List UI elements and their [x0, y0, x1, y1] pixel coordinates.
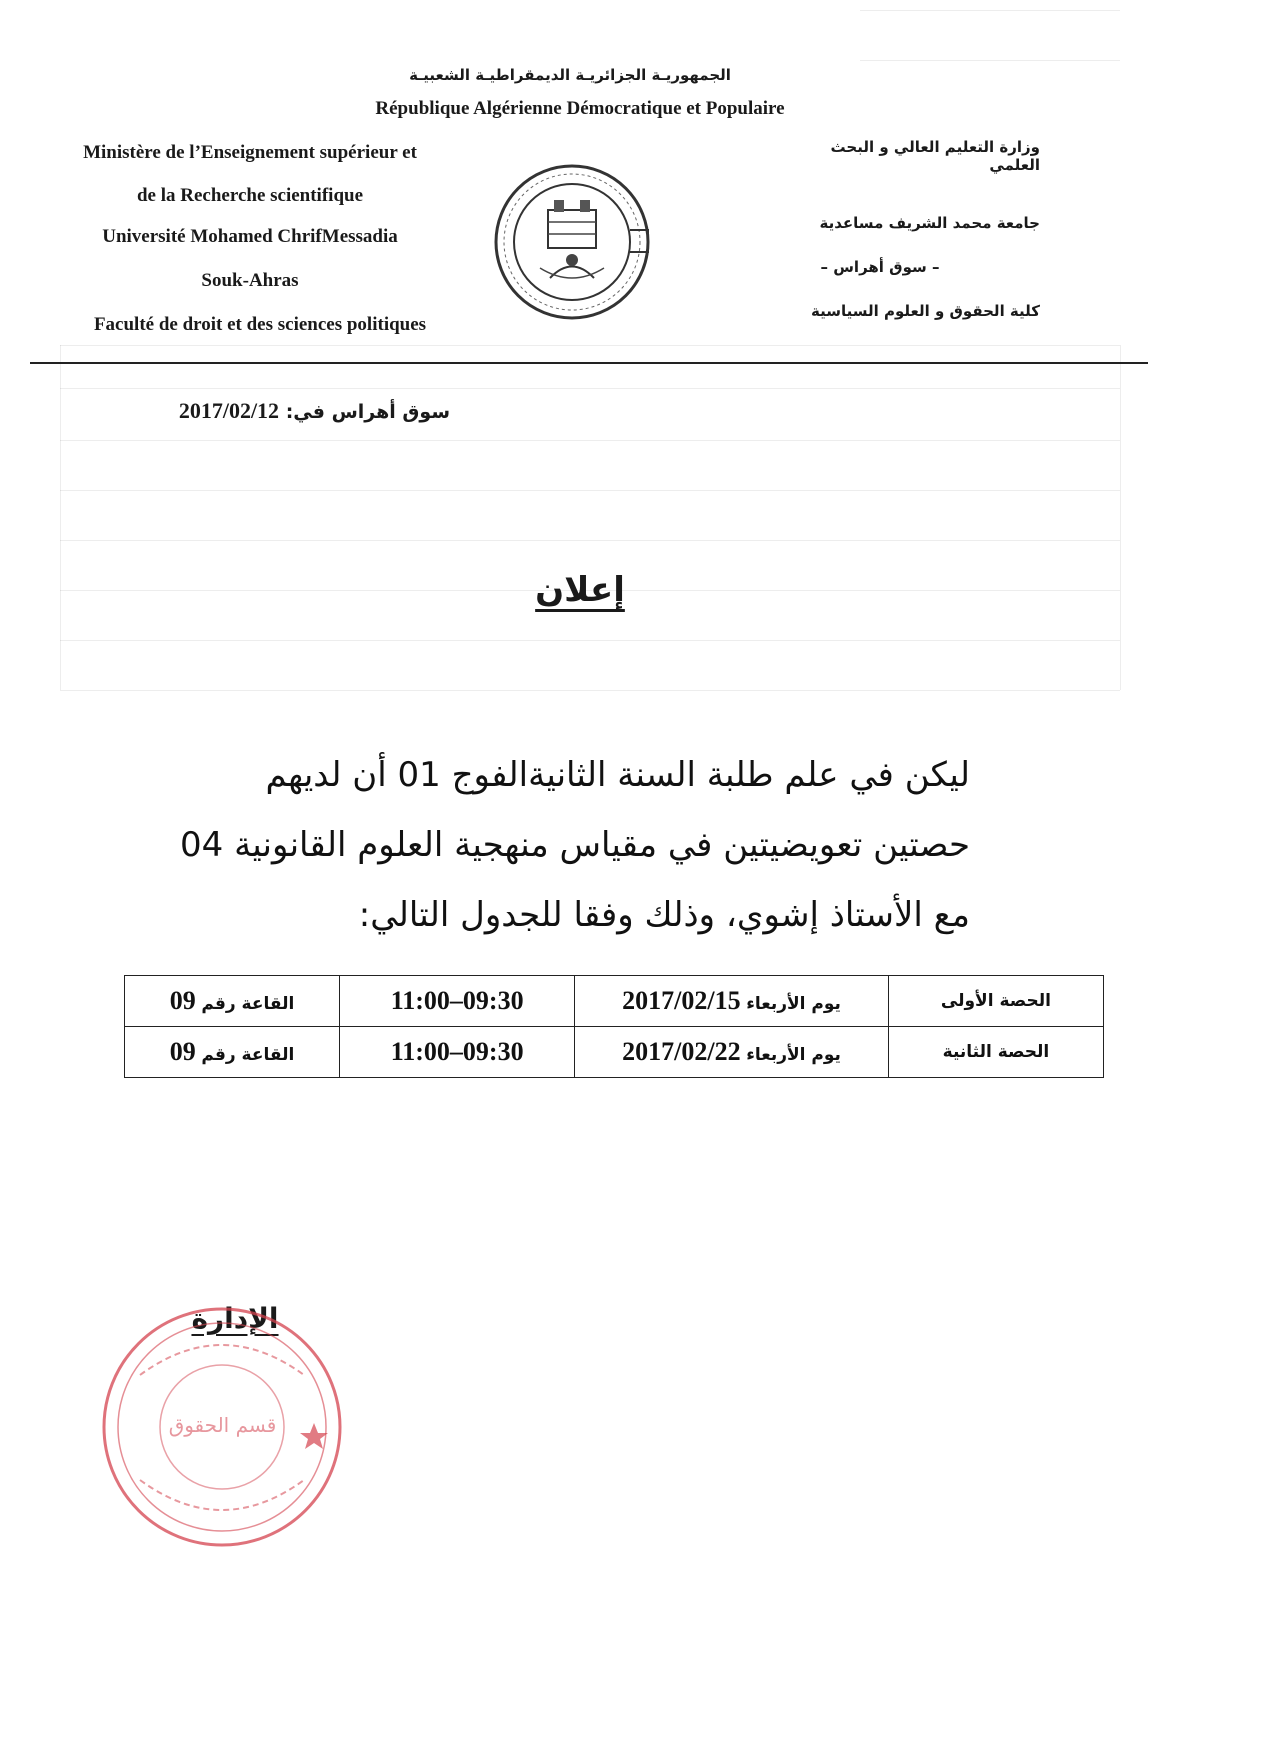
room-label: القاعة رقم [201, 1045, 295, 1065]
date-cell [575, 1027, 889, 1078]
room-number: 09 [169, 1037, 196, 1066]
city-ar: – سوق أهراس – [820, 258, 940, 276]
room-cell [125, 1027, 340, 1078]
ministry-fr-line1: Ministère de l’Enseignement supérieur et [83, 142, 417, 163]
schedule-table [124, 975, 1104, 1078]
day-label: يوم الأربعاء [746, 1045, 841, 1065]
ministry-fr-line2: de la Recherche scientifique [136, 185, 364, 206]
administration-stamp-icon [100, 1305, 345, 1550]
room-number: 09 [169, 986, 196, 1015]
header-divider [30, 362, 1148, 364]
republic-title-fr: République Algérienne Démocratique et Populaire [375, 98, 785, 119]
date-line [150, 398, 450, 424]
date-value: 2017/02/12 [178, 398, 280, 423]
announcement-line: ليكن في علم طلبة السنة الثانيةالفوج 01 أن لديهم [265, 755, 970, 795]
day-label: يوم الأربعاء [746, 994, 841, 1014]
room-cell [125, 976, 340, 1027]
date-label: سوق أهراس في: [285, 401, 450, 423]
time-cell: 11:00–09:30 [340, 1027, 575, 1078]
announcement-line: حصتين تعويضيتين في مقياس منهجية العلوم القانونية 04 [180, 825, 970, 865]
stamp-text: قسم الحقوق [168, 1413, 277, 1437]
date-cell [575, 976, 889, 1027]
table-row [125, 1027, 1104, 1078]
table-row [125, 976, 1104, 1027]
session-cell: الحصة الثانية [888, 1027, 1103, 1078]
republic-title-ar: الجمهوريـة الجزائريـة الديمقراطيـة الشعبيـة [409, 66, 731, 84]
faculty-ar: كلية الحقوق و العلوم السياسية [811, 302, 1040, 320]
administration-label: الإدارة [191, 1302, 279, 1335]
announcement-title: إعلان [535, 570, 625, 610]
university-ar: جامعة محمد الشريف مساعدية [819, 214, 1040, 232]
announcement-body [170, 740, 970, 950]
date-number: 2017/02/22 [622, 1037, 741, 1066]
room-label: القاعة رقم [201, 994, 295, 1014]
city-fr: Souk-Ahras [201, 270, 299, 291]
ministry-ar: وزارة التعليم العالي و البحث العلمي [830, 138, 1040, 174]
time-cell: 11:00–09:30 [340, 976, 575, 1027]
university-logo-icon [490, 160, 655, 325]
announcement-line: مع الأستاذ إشوي، وذلك وفقا للجدول التالي: [358, 895, 970, 935]
session-cell: الحصة الأولى [888, 976, 1103, 1027]
date-number: 2017/02/15 [622, 986, 741, 1015]
faculty-fr: Faculté de droit et des sciences politiques [93, 314, 427, 335]
university-fr: Université Mohamed ChrifMessadia [102, 226, 398, 247]
